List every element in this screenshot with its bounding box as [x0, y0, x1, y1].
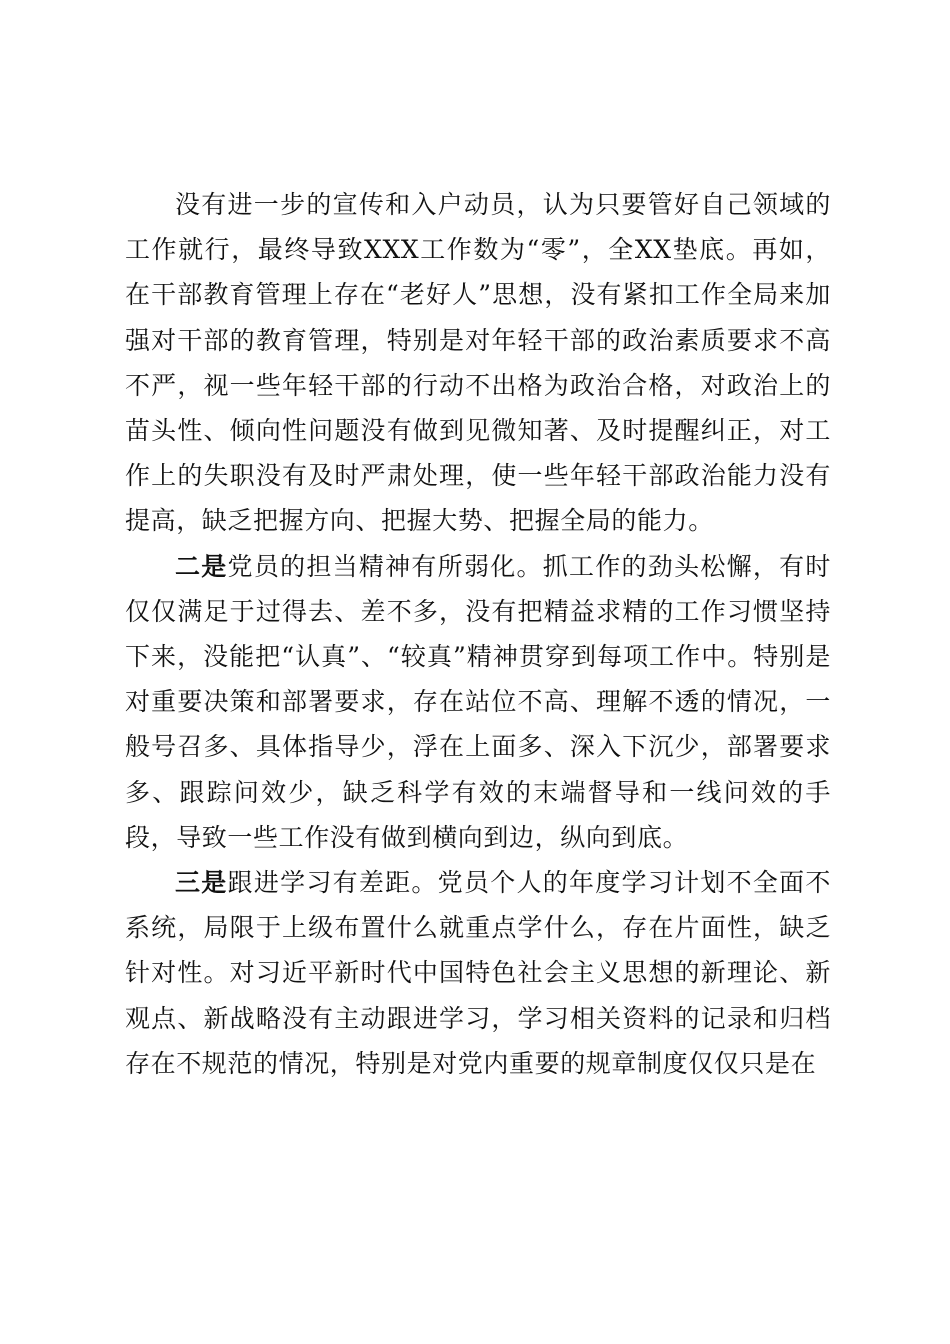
- paragraph-2: [125, 544, 831, 860]
- paragraph-2-lead: 二是: [175, 551, 228, 581]
- document-body: [125, 182, 831, 1086]
- paragraph-3-lead: 三是: [175, 868, 228, 898]
- paragraph-1: [125, 182, 831, 544]
- paragraph-3-text: 跟进学习有差距。党员个人的年度学习计划不全面不系统，局限于上级布置什么就重点学什么，存在片面性，缺乏针对性。对习近平新时代中国特色社会主义思想的新理论、新观点、新战略没有主动跟进学习，学习相关资料的记录和归档存在不规范的情况，特别是对党内重要的规章制度仅仅只是在: [125, 868, 832, 1078]
- paragraph-3: [125, 860, 831, 1086]
- paragraph-1-text: 没有进一步的宣传和入户动员，认为只要管好自己领域的工作就行，最终导致XXX工作数为“零”，全XX垫底。再如，在干部教育管理上存在“老好人”思想，没有紧扣工作全局来加强对干部的教育管理，特别是对年轻干部的政治素质要求不高不严，视一些年轻干部的行动不出格为政治合格，对政治上的苗头性、倾向性问题没有做到见微知著、及时提醒纠正，对工作上的失职没有及时严肃处理，使一些年轻干部政治能力没有提高，缺乏把握方向、把握大势、把握全局的能力。: [125, 190, 831, 536]
- paragraph-2-text: 党员的担当精神有所弱化。抓工作的劲头松懈，有时仅仅满足于过得去、差不多，没有把精益求精的工作习惯坚持下来，没能把“认真”、“较真”精神贯穿到每项工作中。特别是对重要决策和部署要求，存在站位不高、理解不透的情况，一般号召多、具体指导少，浮在上面多、深入下沉少，部署要求多、跟踪问效少，缺乏科学有效的末端督导和一线问效的手段，导致一些工作没有做到横向到边，纵向到底。: [125, 551, 832, 852]
